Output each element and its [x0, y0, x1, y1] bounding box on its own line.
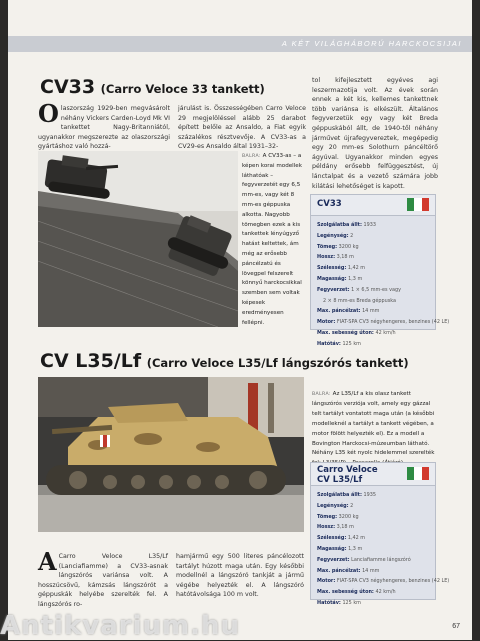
spec-row	[317, 296, 429, 307]
italy-flag-icon	[407, 198, 429, 211]
spec-row	[317, 587, 429, 598]
book-page	[8, 0, 472, 640]
spec-key: Max. sebesség úton:	[317, 589, 374, 596]
spec-value: 3200 kg	[338, 513, 359, 520]
spec-row	[317, 555, 429, 566]
cvl35-title	[40, 350, 409, 372]
spec-key: Szolgálatba állt:	[317, 222, 362, 228]
cvl35-caption-text: Az L35/Lf a kis olasz tankett lángszórós verziója volt, amely egy gázzal telt tartályt vontatott maga után (a későbbi modelleknél a tartályt a tankett végében, a motor fölött helyezték el). Ez a modell a Bovington Harckocsi-múzeumban látható. Néhány L35 két nyolc hidelemmel szerelték	[312, 391, 435, 457]
spec-value: 3,18 m	[336, 524, 354, 531]
cvl35-text-col1	[38, 547, 168, 610]
section-header: A KÉT VILÁGHÁBORÚ HARCKOCSIJAI	[281, 39, 462, 48]
cv33-photo	[38, 151, 238, 327]
spec-key: Tömeg:	[317, 243, 338, 250]
spec-value: 2 × 8 mm-es Breda géppuska	[323, 297, 397, 304]
spec-row	[317, 231, 429, 242]
spec-row	[317, 285, 429, 296]
cvl35-title-sub: (Carro Veloce L35/Lf lángszórós tankett)	[146, 356, 409, 370]
cv33-text-col2: járulást is. Összességében Carro Veloce 29 megjelöléssel alább 25 darabot épített belőle az Ansaldo, a Fiat egyik százalékos résztvevője. A CV33-as a CV29-es Ansaldo által 1931–32-	[178, 105, 306, 151]
spec-row	[317, 533, 429, 544]
cvl35-caption-tag: BALRA:	[312, 392, 331, 397]
spec-row	[317, 566, 429, 577]
cvl35-caption	[312, 390, 436, 469]
spec-value: 1933	[363, 222, 376, 228]
spec-row	[317, 328, 429, 339]
spec-row	[317, 317, 450, 328]
spec-key: Hatótáv:	[317, 599, 341, 606]
spec-key: Hatótáv:	[317, 340, 341, 347]
spec-value: 125 km	[342, 599, 361, 606]
spec-key: Fegyverzet:	[317, 286, 350, 293]
spec-row	[317, 242, 429, 253]
spec-key: Legénység:	[317, 502, 349, 509]
spec-key: Hossz:	[317, 524, 336, 531]
spec-row	[317, 339, 429, 350]
cv33-dropcap: O	[38, 99, 59, 128]
spec-key: Szolgálatba állt:	[317, 492, 362, 498]
cvl35-spec-name	[317, 465, 378, 485]
cvl35-spec-name-line2: CV L35/Lf	[317, 475, 363, 485]
spec-value: 1,3 m	[348, 545, 363, 552]
page-number: 67	[452, 623, 460, 630]
spec-key: Magasság:	[317, 545, 347, 552]
cv33-spec-header	[311, 195, 435, 216]
cv33-text-col1	[38, 99, 170, 152]
cv33-col1-text: laszország 1929-ben megvásárolt néhány Vickers Carden-Loyd Mk VI tankettet Nagy-Britanniától, ugyanakkor megszerezte az olaszországi gyártáshoz való hozzá-	[38, 105, 170, 151]
spec-row	[317, 306, 429, 317]
spec-key: Tömeg:	[317, 513, 338, 520]
cvl35-dropcap: A	[38, 547, 57, 576]
spec-key: Fegyverzet:	[317, 556, 350, 563]
cv33-spec-rows	[311, 216, 450, 354]
spec-value: 1,3 m	[348, 275, 363, 282]
spec-row	[317, 501, 429, 512]
spec-value: Lanciafiamme lángszóró	[351, 556, 411, 563]
cvl35-title-main: CV L35/Lf	[40, 350, 142, 372]
spec-key: Max. páncélzat:	[317, 308, 361, 315]
spec-row	[317, 512, 429, 523]
cvl35-spec-header	[311, 463, 435, 486]
spec-value: 42 km/h	[375, 589, 396, 596]
spec-row	[317, 263, 429, 274]
spec-value: 2	[350, 502, 354, 509]
cvl35-spec-box	[310, 462, 450, 606]
cvl35-text-col2: hamjármű egy 500 literes páncélozott tartályt húzott maga után. Egy későbbi modellnél a lángszóró tankját a jármű végébe helyezték el. A lángszóró hatótávolsága 100 m volt.	[176, 553, 304, 599]
spec-value: FIAT-SPA CV3 négyhengeres, benzines (42 LE)	[336, 578, 450, 585]
cv33-caption-text: A CV33-as – a képen korai modellek láthatóak – fegyverzetét egy 6,5 mm-es, vagy két 8 mm-es géppuska alkotta. Nagyobb tömegben ezek a kis tankettek lényúgyző hatást keltettek, ám még az erősebb páncélzatú és lövegpel felszerelt könnyű harckocsikkal szemben sem voltak képesek eredményesen fellépni.	[242, 153, 302, 326]
cvl35-spec-name-line1: Carro Veloce	[317, 465, 378, 475]
spec-value: 14 mm	[362, 308, 380, 315]
spec-key: Szélesség:	[317, 265, 347, 272]
spec-value: 125 km	[342, 340, 361, 347]
watermark-logo: Antikvarium.hu	[0, 611, 240, 641]
spec-value: 3200 kg	[338, 243, 359, 250]
spec-value: 1,42 m	[347, 265, 366, 272]
spec-key: Legénység:	[317, 232, 349, 239]
cvl35-photo-illustration	[38, 377, 304, 532]
spec-key: Motor:	[317, 578, 336, 585]
spec-key: Motor:	[317, 319, 336, 326]
spec-key: Szélesség:	[317, 535, 347, 542]
spec-key: Hossz:	[317, 254, 336, 261]
italy-flag-icon	[407, 467, 429, 480]
cv33-spec-name: CV33	[317, 199, 342, 209]
spec-value: 1935	[363, 492, 376, 498]
cv33-photo-illustration	[38, 151, 238, 327]
cvl35-photo	[38, 377, 304, 532]
spec-value: 2	[350, 232, 354, 239]
cv33-caption-tag: BALRA:	[242, 154, 261, 159]
spec-value: 1,42 m	[347, 535, 366, 542]
spec-value: 42 km/h	[375, 329, 396, 336]
spec-row	[317, 252, 429, 263]
cv33-caption	[242, 152, 304, 328]
spec-value: 1 × 6,5 mm-es vagy	[351, 286, 402, 293]
spec-row	[317, 274, 429, 285]
spec-row	[317, 490, 429, 501]
spec-key: Max. páncélzat:	[317, 567, 361, 574]
spec-key: Magasság:	[317, 275, 347, 282]
spec-value: 3,18 m	[336, 254, 354, 261]
spec-row	[317, 220, 429, 231]
spec-row	[317, 544, 429, 555]
cvl35-col1-text: Carro Veloce L35/Lf (Lanciafiamme) a CV33-asnak lángszórós variánsa volt. A hosszúcsövű, kámzsás lángszórót a géppuskák helyébe szerelték fel. A lángszórós ro-	[38, 553, 168, 608]
cv33-text-col3: tol kifejlesztett egyéves agi leszermazotija volt. Az évek során ennek a két kis, kellemes tankettnek több variánsa is elkészült. Általános fegyverzetük egy vagy két Breda géppuskából állt, de 1940-től néhány járművet újrafegyvereztek, megépedig egy 20 mm-es Solothurn páncéltörő ágyúval. Ugyanakkor minden egyes példány erősebb felfüggesztést, új lánctalpat és a vezető számára jobb kilátási lehetőséget is kapott.	[312, 77, 438, 190]
spec-value: FIAT-SPA CV3 négyhengeres, benzines (42 LE)	[336, 319, 450, 326]
cv33-spec-box	[310, 194, 450, 347]
spec-row	[317, 598, 429, 609]
cv33-title-sub: (Carro Veloce 33 tankett)	[100, 82, 265, 96]
cvl35-spec-rows	[311, 486, 450, 613]
spec-row	[317, 522, 429, 533]
cv33-title-main: CV33	[40, 76, 96, 98]
spec-row	[317, 576, 450, 587]
cv33-title	[40, 76, 265, 98]
spec-value: 14 mm	[362, 567, 380, 574]
spec-key: Max. sebesség úton:	[317, 329, 374, 336]
